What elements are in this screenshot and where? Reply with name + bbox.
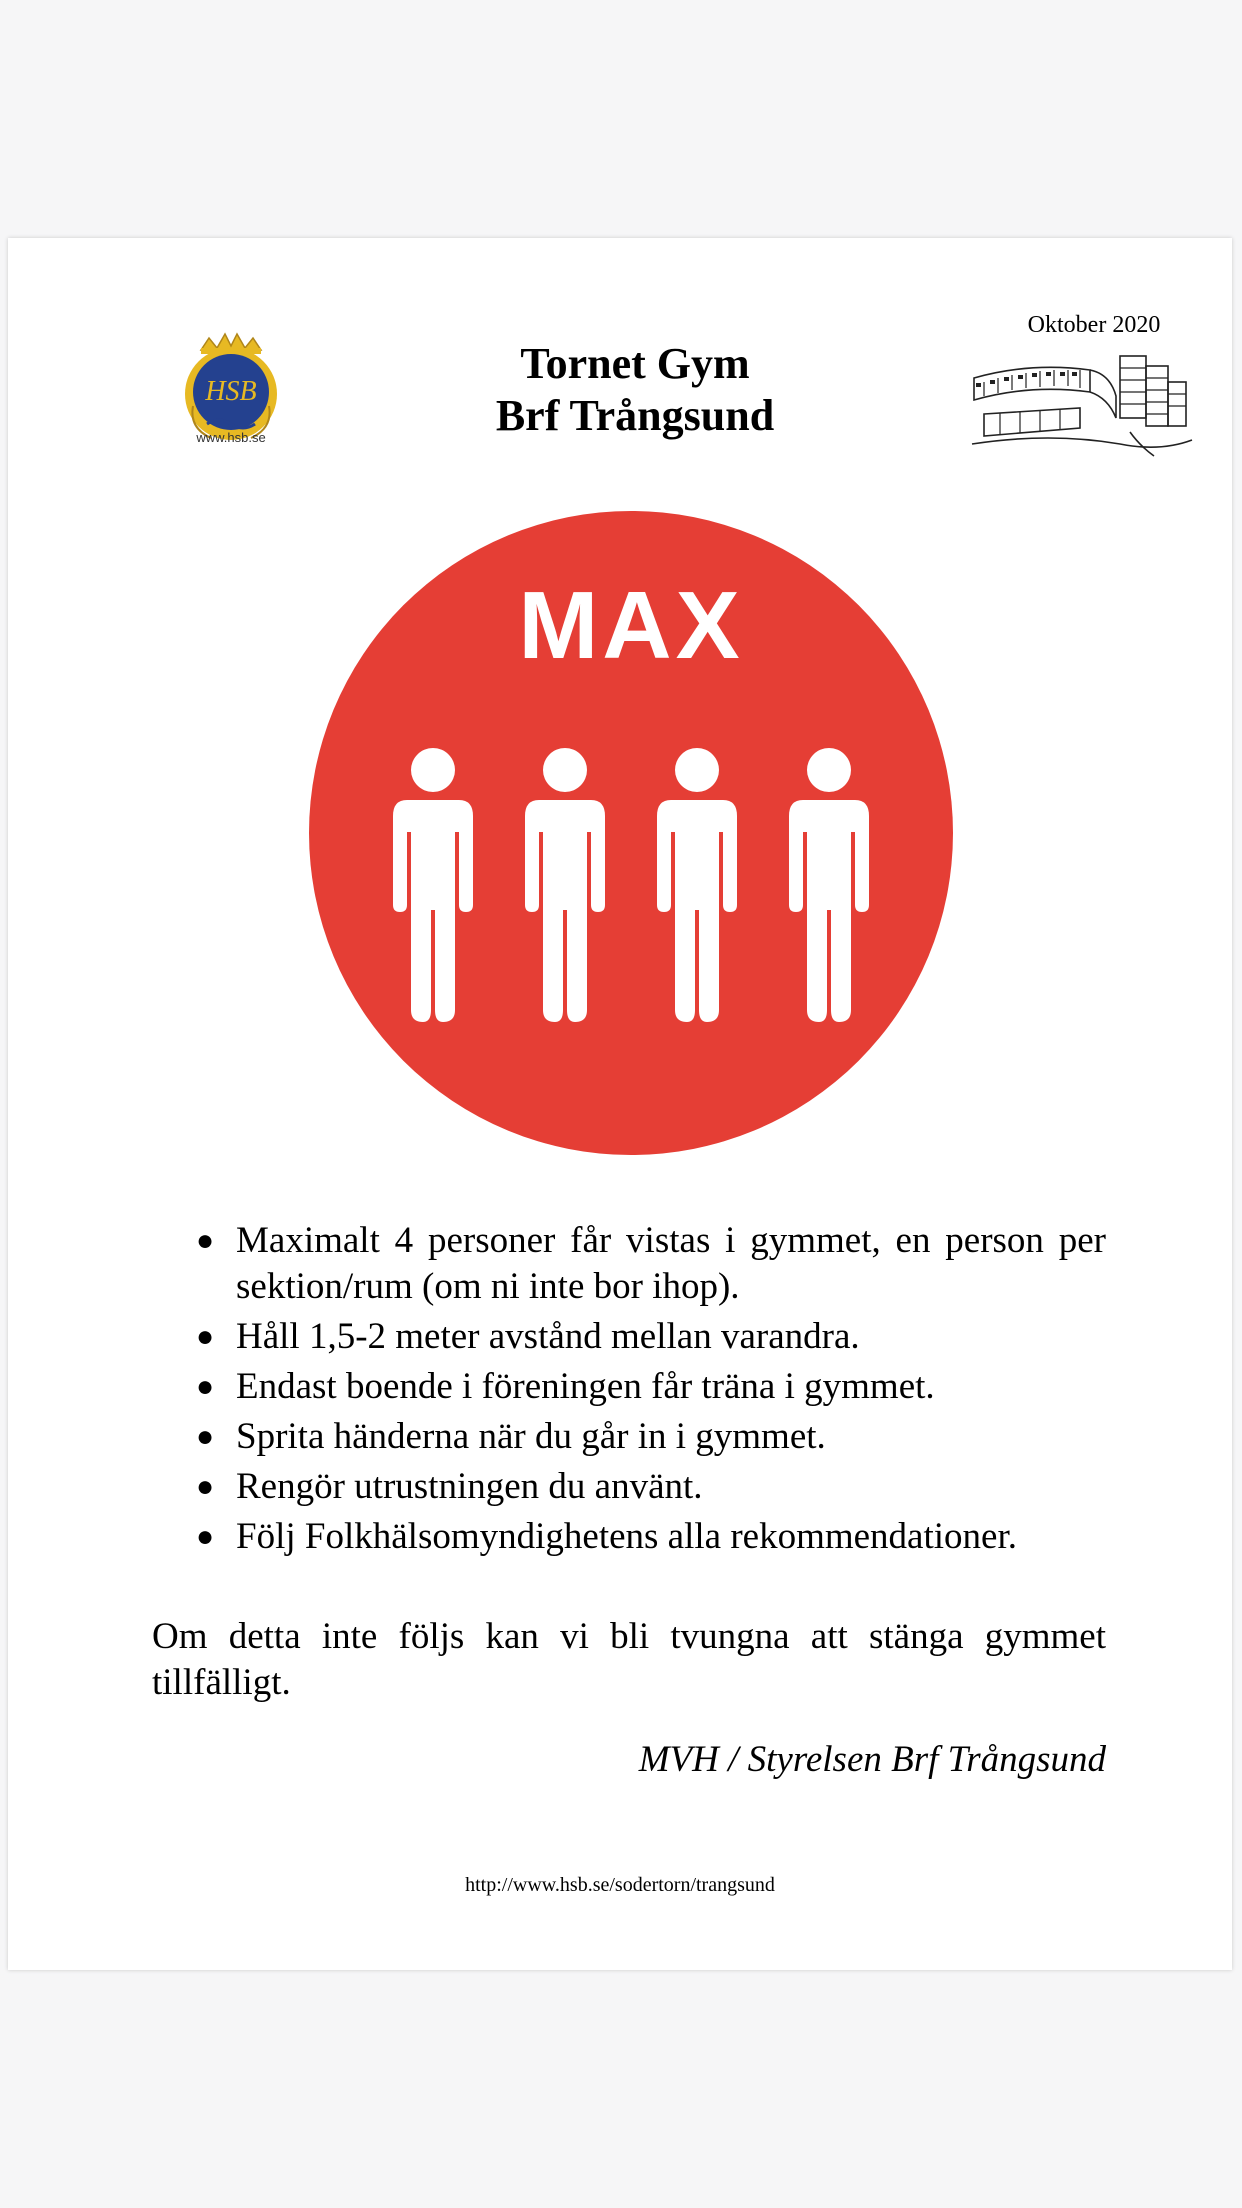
footer-url[interactable]: http://www.hsb.se/sodertorn/trangsund [465, 1874, 775, 1896]
rule-item [190, 1464, 1106, 1510]
rule-text: Håll 1,5-2 meter avstånd mellan varandra. [236, 1316, 860, 1357]
svg-text:HSB: HSB [205, 376, 257, 407]
title-line-2: Brf Trångsund [495, 391, 775, 440]
rule-text: Maximalt 4 personer får vistas i gymmet, en person per sektion/rum (om ni inte bor ihop). [236, 1220, 1106, 1307]
document-page [8, 238, 1232, 1970]
rule-item [190, 1364, 1106, 1410]
rule-item [190, 1314, 1106, 1360]
bullet-icon: ● [196, 1320, 215, 1353]
bullet-icon: ● [196, 1470, 215, 1503]
rule-text: Rengör utrustningen du använt. [236, 1466, 703, 1507]
logo-url-text: www.hsb.se [196, 430, 266, 445]
bullet-icon: ● [196, 1224, 215, 1257]
date-label: Oktober 2020 [1027, 312, 1161, 338]
bullet-icon: ● [196, 1370, 215, 1403]
bullet-icon: ● [196, 1520, 215, 1553]
rule-item [190, 1218, 1106, 1310]
rule-text: Följ Folkhälsomyndighetens alla rekommendationer. [236, 1516, 1017, 1557]
building-illustration-icon [970, 348, 1194, 460]
rule-text: Endast boende i föreningen får träna i gymmet. [236, 1366, 935, 1407]
max-sign [308, 510, 954, 1156]
bullet-icon: ● [196, 1420, 215, 1453]
rule-item [190, 1514, 1106, 1560]
signature: MVH / Styrelsen Brf Trångsund [638, 1739, 1106, 1780]
warning-text: Om detta inte följs kan vi bli tvungna att stänga gymmet tillfälligt. [152, 1616, 1106, 1703]
sign-label: MAX [518, 572, 744, 679]
page-title [338, 338, 932, 442]
rules-list [190, 1218, 1106, 1564]
rule-item [190, 1414, 1106, 1460]
title-line-1: Tornet Gym [520, 339, 750, 388]
rule-text: Sprita händerna när du går in i gymmet. [236, 1416, 826, 1457]
